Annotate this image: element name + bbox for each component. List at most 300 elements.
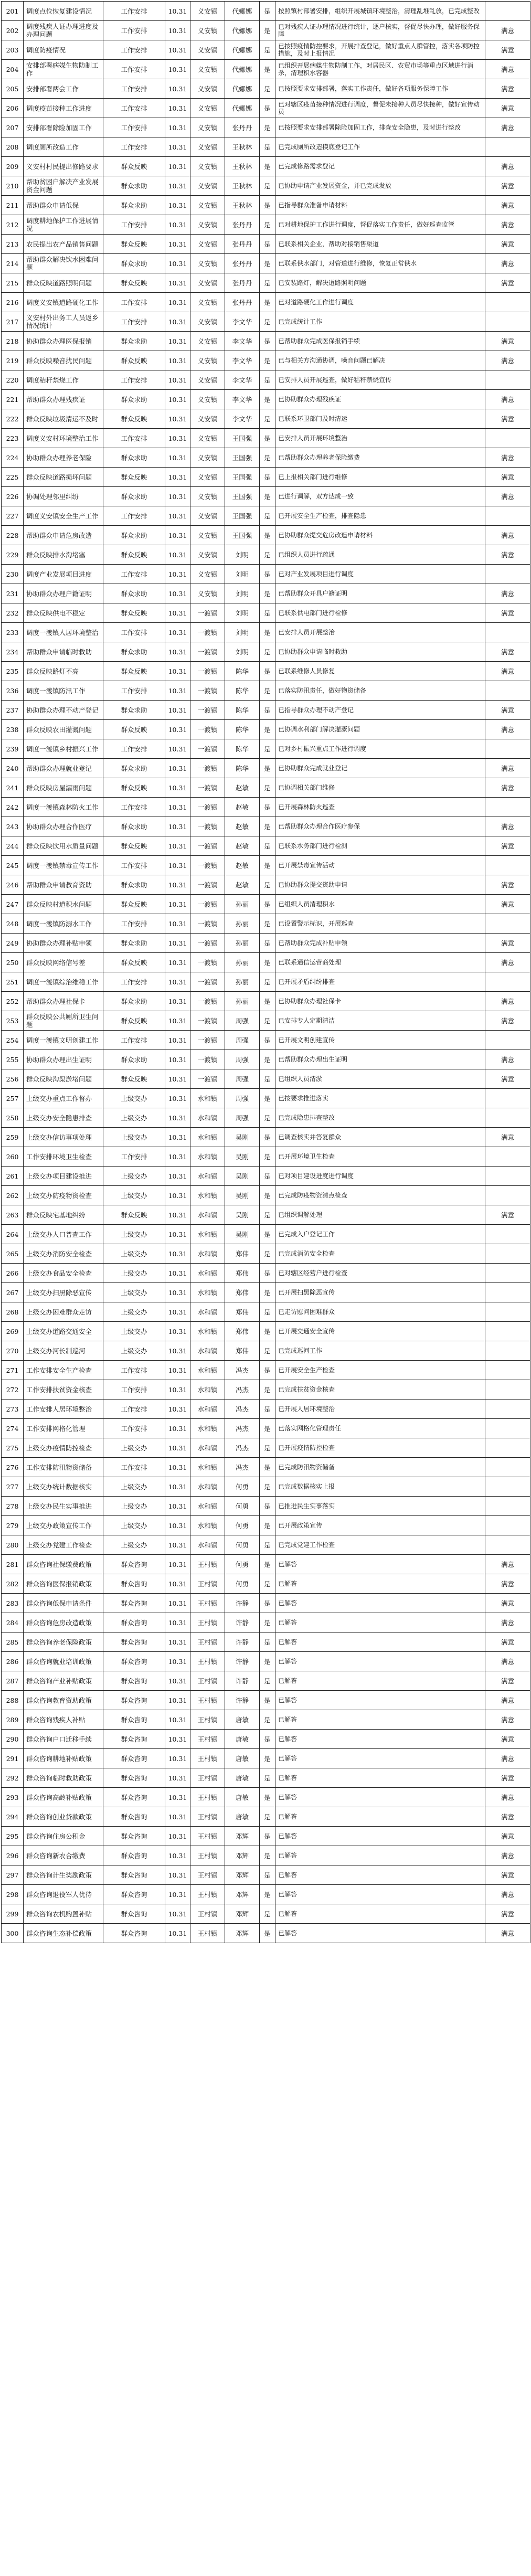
item-satisfaction: 满意: [485, 953, 530, 972]
item-resolved-flag: 是: [260, 1031, 275, 1050]
row-number: 213: [2, 235, 24, 254]
item-town: 王村镇: [190, 1807, 225, 1827]
item-resolved-flag: 是: [260, 1730, 275, 1749]
item-satisfaction: 满意: [485, 1632, 530, 1652]
row-number: 275: [2, 1438, 24, 1458]
item-result: 已开展安全生产检查，排查隐患: [275, 506, 485, 526]
item-description: 协助群众办理补贴申领: [24, 934, 103, 953]
item-category: 上级交办: [103, 1225, 165, 1244]
item-handler: 冯杰: [225, 1458, 260, 1477]
item-category: 上级交办: [103, 1497, 165, 1516]
row-number: 214: [2, 254, 24, 273]
item-satisfaction: 满意: [485, 1555, 530, 1574]
item-satisfaction: 满意: [485, 487, 530, 506]
row-number: 293: [2, 1788, 24, 1807]
table-row: [2, 1865, 530, 1885]
item-description: 工作安排防汛物资储备: [24, 1458, 103, 1477]
row-number: 261: [2, 1167, 24, 1186]
item-town: 义安镇: [190, 370, 225, 390]
item-description: 群众咨询产业补贴政策: [24, 1671, 103, 1691]
table-row: [2, 1167, 530, 1186]
table-row: [2, 1885, 530, 1904]
item-date: 10.31: [165, 429, 190, 448]
item-description: 工作安排环境卫生检查: [24, 1147, 103, 1167]
item-resolved-flag: 是: [260, 215, 275, 235]
item-category: 群众反映: [103, 836, 165, 856]
item-result: 已组织人员清淤: [275, 1069, 485, 1089]
item-description: 调度残疾人证办理进度及办理问题: [24, 21, 103, 40]
item-result: 已完成数据核实上报: [275, 1477, 485, 1497]
item-satisfaction: [485, 1264, 530, 1283]
row-number: 219: [2, 351, 24, 370]
item-handler: 何勇: [225, 1516, 260, 1535]
item-satisfaction: 满意: [485, 215, 530, 235]
item-description: 协助群众办理合作医疗: [24, 817, 103, 836]
item-handler: 孙丽: [225, 972, 260, 992]
table-row: [2, 681, 530, 701]
item-handler: 郑伟: [225, 1264, 260, 1283]
table-row: [2, 1031, 530, 1050]
item-date: 10.31: [165, 2, 190, 21]
item-resolved-flag: 是: [260, 1846, 275, 1865]
item-town: 水和镇: [190, 1400, 225, 1419]
row-number: 245: [2, 856, 24, 875]
item-date: 10.31: [165, 1147, 190, 1167]
item-handler: 周强: [225, 1011, 260, 1031]
row-number: 225: [2, 468, 24, 487]
item-handler: 许静: [225, 1652, 260, 1671]
item-satisfaction: 满意: [485, 1788, 530, 1807]
item-category: 群众反映: [103, 273, 165, 293]
item-handler: 周强: [225, 1031, 260, 1050]
table-row: [2, 429, 530, 448]
table-row: [2, 448, 530, 468]
item-date: 10.31: [165, 1167, 190, 1186]
item-date: 10.31: [165, 196, 190, 215]
item-category: 群众求助: [103, 701, 165, 720]
row-number: 215: [2, 273, 24, 293]
item-town: 一渡镇: [190, 720, 225, 739]
table-row: [2, 875, 530, 895]
row-number: 237: [2, 701, 24, 720]
item-category: 工作安排: [103, 1361, 165, 1380]
item-town: 一渡镇: [190, 856, 225, 875]
item-handler: 孙丽: [225, 934, 260, 953]
item-satisfaction: [485, 623, 530, 642]
item-satisfaction: 满意: [485, 1671, 530, 1691]
row-number: 268: [2, 1302, 24, 1322]
item-date: 10.31: [165, 856, 190, 875]
item-resolved-flag: 是: [260, 1516, 275, 1535]
item-date: 10.31: [165, 1807, 190, 1827]
item-handler: 邓辉: [225, 1846, 260, 1865]
item-date: 10.31: [165, 1710, 190, 1730]
item-result: 已解答: [275, 1691, 485, 1710]
item-result: 已解答: [275, 1924, 485, 1943]
item-description: 上级交办食品安全检查: [24, 1264, 103, 1283]
item-resolved-flag: 是: [260, 1205, 275, 1225]
row-number: 260: [2, 1147, 24, 1167]
item-date: 10.31: [165, 1322, 190, 1341]
item-date: 10.31: [165, 137, 190, 157]
row-number: 270: [2, 1341, 24, 1361]
item-satisfaction: 满意: [485, 603, 530, 623]
item-description: 调度一渡镇人居环境整治: [24, 623, 103, 642]
table-row: [2, 79, 530, 99]
item-date: 10.31: [165, 1613, 190, 1632]
item-resolved-flag: 是: [260, 293, 275, 312]
item-category: 群众求助: [103, 1050, 165, 1069]
item-satisfaction: [485, 1186, 530, 1205]
item-satisfaction: 满意: [485, 254, 530, 273]
item-description: 群众咨询住房公积金: [24, 1827, 103, 1846]
item-resolved-flag: 是: [260, 778, 275, 798]
item-resolved-flag: 是: [260, 1710, 275, 1730]
table-row: [2, 817, 530, 836]
item-resolved-flag: 是: [260, 157, 275, 176]
item-satisfaction: 满意: [485, 1865, 530, 1885]
item-handler: 王秋林: [225, 196, 260, 215]
item-result: 已解答: [275, 1904, 485, 1924]
item-resolved-flag: 是: [260, 60, 275, 79]
item-satisfaction: [485, 1108, 530, 1128]
item-satisfaction: 满意: [485, 1050, 530, 1069]
item-satisfaction: 满意: [485, 1594, 530, 1613]
table-row: [2, 1807, 530, 1827]
table-row: [2, 914, 530, 934]
item-result: 已安排人员开展整治: [275, 623, 485, 642]
item-result: 已解答: [275, 1885, 485, 1904]
item-resolved-flag: 是: [260, 1691, 275, 1710]
item-resolved-flag: 是: [260, 1632, 275, 1652]
item-resolved-flag: 是: [260, 137, 275, 157]
item-handler: 李文华: [225, 390, 260, 409]
row-number: 239: [2, 739, 24, 759]
table-row: [2, 1652, 530, 1671]
item-date: 10.31: [165, 235, 190, 254]
item-town: 义安镇: [190, 99, 225, 118]
table-row: [2, 642, 530, 662]
item-handler: 吴刚: [225, 1205, 260, 1225]
table-row: [2, 545, 530, 565]
row-number: 210: [2, 176, 24, 196]
item-town: 王村镇: [190, 1671, 225, 1691]
item-handler: 周强: [225, 1089, 260, 1108]
item-resolved-flag: 是: [260, 1128, 275, 1147]
item-satisfaction: 满意: [485, 468, 530, 487]
item-date: 10.31: [165, 1477, 190, 1497]
table-row: [2, 1924, 530, 1943]
item-result: 已协助申请产业发展资金，并已完成发放: [275, 176, 485, 196]
item-town: 一渡镇: [190, 875, 225, 895]
item-resolved-flag: 是: [260, 332, 275, 351]
item-result: 已解答: [275, 1652, 485, 1671]
item-resolved-flag: 是: [260, 1535, 275, 1555]
item-satisfaction: [485, 1167, 530, 1186]
item-satisfaction: [485, 429, 530, 448]
item-town: 水和镇: [190, 1283, 225, 1302]
item-satisfaction: [485, 1458, 530, 1477]
item-satisfaction: [485, 856, 530, 875]
item-satisfaction: 满意: [485, 235, 530, 254]
item-handler: 王秋林: [225, 157, 260, 176]
item-description: 上级交办河长制巡河: [24, 1341, 103, 1361]
item-handler: 吴刚: [225, 1225, 260, 1244]
item-town: 义安镇: [190, 215, 225, 235]
row-number: 220: [2, 370, 24, 390]
item-description: 群众反映村道积水问题: [24, 895, 103, 914]
item-result: 已组织人员清理积水: [275, 895, 485, 914]
item-result: 已按照疫情防控要求，开展排查登记，做好重点人群管控，落实各项防控措施，及时上报情况: [275, 40, 485, 60]
item-category: 工作安排: [103, 429, 165, 448]
item-resolved-flag: 是: [260, 1283, 275, 1302]
item-resolved-flag: 是: [260, 953, 275, 972]
item-category: 工作安排: [103, 370, 165, 390]
item-result: 已解答: [275, 1555, 485, 1574]
item-town: 水和镇: [190, 1128, 225, 1147]
table-row: [2, 798, 530, 817]
row-number: 294: [2, 1807, 24, 1827]
item-result: 已对辖区疫苗接种情况进行调度，督促未接种人员尽快接种，做好宣传动员: [275, 99, 485, 118]
item-result: 已解答: [275, 1730, 485, 1749]
item-result: 已完成统计工作: [275, 312, 485, 332]
item-handler: 唐敏: [225, 1788, 260, 1807]
item-satisfaction: 满意: [485, 720, 530, 739]
item-resolved-flag: 是: [260, 1613, 275, 1632]
table-row: [2, 1419, 530, 1438]
item-description: 工作安排人居环境整治: [24, 1400, 103, 1419]
item-town: 一渡镇: [190, 642, 225, 662]
item-description: 调度一渡镇森林防火工作: [24, 798, 103, 817]
item-description: 工作安排安全生产检查: [24, 1361, 103, 1380]
item-town: 一渡镇: [190, 759, 225, 778]
table-row: [2, 1632, 530, 1652]
item-category: 工作安排: [103, 1419, 165, 1438]
row-number: 202: [2, 21, 24, 40]
item-resolved-flag: 是: [260, 1497, 275, 1516]
item-date: 10.31: [165, 875, 190, 895]
item-satisfaction: 满意: [485, 1011, 530, 1031]
item-description: 上级交办扫黑除恶宣传: [24, 1283, 103, 1302]
table-row: [2, 1710, 530, 1730]
item-category: 群众咨询: [103, 1710, 165, 1730]
item-date: 10.31: [165, 1089, 190, 1108]
table-row: [2, 157, 530, 176]
item-resolved-flag: 是: [260, 1108, 275, 1128]
item-satisfaction: [485, 1438, 530, 1458]
item-handler: 冯杰: [225, 1361, 260, 1380]
item-resolved-flag: 是: [260, 79, 275, 99]
item-result: 已解答: [275, 1807, 485, 1827]
item-satisfaction: 满意: [485, 992, 530, 1011]
row-number: 251: [2, 972, 24, 992]
item-handler: 赵敏: [225, 798, 260, 817]
table-row: [2, 584, 530, 603]
item-resolved-flag: 是: [260, 448, 275, 468]
item-town: 水和镇: [190, 1419, 225, 1438]
item-handler: 张丹丹: [225, 273, 260, 293]
item-category: 群众反映: [103, 1069, 165, 1089]
item-date: 10.31: [165, 1283, 190, 1302]
row-number: 238: [2, 720, 24, 739]
item-satisfaction: 满意: [485, 1768, 530, 1788]
item-date: 10.31: [165, 1671, 190, 1691]
item-town: 王村镇: [190, 1574, 225, 1594]
item-town: 义安镇: [190, 409, 225, 429]
item-date: 10.31: [165, 1244, 190, 1264]
item-category: 群众咨询: [103, 1613, 165, 1632]
item-category: 群众咨询: [103, 1827, 165, 1846]
item-resolved-flag: 是: [260, 972, 275, 992]
item-town: 王村镇: [190, 1594, 225, 1613]
item-resolved-flag: 是: [260, 1768, 275, 1788]
table-row: [2, 836, 530, 856]
item-handler: 赵敏: [225, 836, 260, 856]
item-town: 一渡镇: [190, 914, 225, 934]
item-satisfaction: 满意: [485, 176, 530, 196]
item-handler: 王国强: [225, 506, 260, 526]
item-handler: 李文华: [225, 312, 260, 332]
item-town: 一渡镇: [190, 1050, 225, 1069]
table-row: [2, 293, 530, 312]
item-resolved-flag: 是: [260, 1807, 275, 1827]
item-resolved-flag: 是: [260, 1438, 275, 1458]
item-result: 已解答: [275, 1846, 485, 1865]
item-description: 上级交办疫情防控检查: [24, 1438, 103, 1458]
item-resolved-flag: 是: [260, 1749, 275, 1768]
item-resolved-flag: 是: [260, 817, 275, 836]
item-satisfaction: 满意: [485, 778, 530, 798]
item-town: 一渡镇: [190, 972, 225, 992]
item-town: 义安镇: [190, 429, 225, 448]
item-result: 已解答: [275, 1865, 485, 1885]
item-description: 群众反映房屋漏雨问题: [24, 778, 103, 798]
item-town: 水和镇: [190, 1167, 225, 1186]
item-category: 工作安排: [103, 1458, 165, 1477]
item-result: 已安排人员开展巡查，做好秸秆禁烧宣传: [275, 370, 485, 390]
item-description: 调度义安镇道路硬化工作: [24, 293, 103, 312]
item-resolved-flag: 是: [260, 1322, 275, 1341]
item-result: 已联系通信运营商处理: [275, 953, 485, 972]
item-category: 工作安排: [103, 623, 165, 642]
item-category: 工作安排: [103, 856, 165, 875]
item-handler: 吴刚: [225, 1186, 260, 1205]
item-category: 上级交办: [103, 1302, 165, 1322]
item-description: 帮助群众申请教育资助: [24, 875, 103, 895]
table-row: [2, 1749, 530, 1768]
item-result: 已指导群众办理不动产登记: [275, 701, 485, 720]
item-category: 上级交办: [103, 1264, 165, 1283]
item-result: 已帮助群众完成医保报销手续: [275, 332, 485, 351]
item-handler: 唐敏: [225, 1768, 260, 1788]
item-result: 已对耕地保护工作进行调度，督促落实工作责任，做好巡查监管: [275, 215, 485, 235]
item-result: 已按照要求安排部署，落实工作责任，做好各项服务保障工作: [275, 79, 485, 99]
item-description: 上级交办道路交通安全: [24, 1322, 103, 1341]
table-row: [2, 1264, 530, 1283]
item-category: 群众求助: [103, 584, 165, 603]
item-town: 王村镇: [190, 1788, 225, 1807]
item-date: 10.31: [165, 1128, 190, 1147]
item-result: 已帮助群众办理合作医疗参保: [275, 817, 485, 836]
item-result: 已设置警示标识，开展巡查: [275, 914, 485, 934]
item-category: 群众咨询: [103, 1768, 165, 1788]
item-category: 群众咨询: [103, 1671, 165, 1691]
item-satisfaction: 满意: [485, 21, 530, 40]
item-result: 已联系供电部门进行检修: [275, 603, 485, 623]
item-result: 已完成巡河工作: [275, 1341, 485, 1361]
item-date: 10.31: [165, 1846, 190, 1865]
table-row: [2, 934, 530, 953]
item-category: 群众咨询: [103, 1574, 165, 1594]
item-town: 一渡镇: [190, 603, 225, 623]
item-handler: 张丹丹: [225, 254, 260, 273]
item-date: 10.31: [165, 1885, 190, 1904]
item-handler: 代娜娜: [225, 99, 260, 118]
item-description: 上级交办信访事项处理: [24, 1128, 103, 1147]
item-handler: 陈华: [225, 759, 260, 778]
row-number: 233: [2, 623, 24, 642]
item-resolved-flag: 是: [260, 1225, 275, 1244]
row-number: 300: [2, 1924, 24, 1943]
row-number: 265: [2, 1244, 24, 1264]
item-category: 群众反映: [103, 1205, 165, 1225]
item-town: 义安镇: [190, 2, 225, 21]
item-satisfaction: 满意: [485, 1904, 530, 1924]
item-result: 已联系环卫部门及时清运: [275, 409, 485, 429]
item-handler: 许静: [225, 1613, 260, 1632]
item-handler: 代娜娜: [225, 40, 260, 60]
item-satisfaction: 满意: [485, 1846, 530, 1865]
table-row: [2, 1186, 530, 1205]
item-category: 群众求助: [103, 934, 165, 953]
item-date: 10.31: [165, 370, 190, 390]
item-date: 10.31: [165, 1458, 190, 1477]
table-row: [2, 739, 530, 759]
item-satisfaction: [485, 565, 530, 584]
item-result: 已协助群众完成就业登记: [275, 759, 485, 778]
item-resolved-flag: 是: [260, 1865, 275, 1885]
item-town: 义安镇: [190, 312, 225, 332]
table-row: [2, 409, 530, 429]
item-date: 10.31: [165, 1341, 190, 1361]
item-town: 义安镇: [190, 79, 225, 99]
row-number: 205: [2, 79, 24, 99]
table-row: [2, 1283, 530, 1302]
item-handler: 赵敏: [225, 817, 260, 836]
item-result: 已组织调解处理: [275, 1205, 485, 1225]
item-result: 已进行调解，双方达成一致: [275, 487, 485, 506]
item-town: 王村镇: [190, 1652, 225, 1671]
item-handler: 孙丽: [225, 914, 260, 934]
table-row: [2, 992, 530, 1011]
item-category: 群众求助: [103, 487, 165, 506]
row-number: 241: [2, 778, 24, 798]
item-satisfaction: [485, 1477, 530, 1497]
item-description: 群众反映噪音扰民问题: [24, 351, 103, 370]
table-row: [2, 972, 530, 992]
row-number: 272: [2, 1380, 24, 1400]
item-town: 一渡镇: [190, 701, 225, 720]
item-category: 群众求助: [103, 642, 165, 662]
table-row: [2, 953, 530, 972]
item-satisfaction: [485, 1400, 530, 1419]
item-resolved-flag: 是: [260, 875, 275, 895]
item-category: 群众反映: [103, 662, 165, 681]
item-town: 王村镇: [190, 1691, 225, 1710]
item-date: 10.31: [165, 526, 190, 545]
item-satisfaction: 满意: [485, 1885, 530, 1904]
item-category: 上级交办: [103, 1438, 165, 1458]
